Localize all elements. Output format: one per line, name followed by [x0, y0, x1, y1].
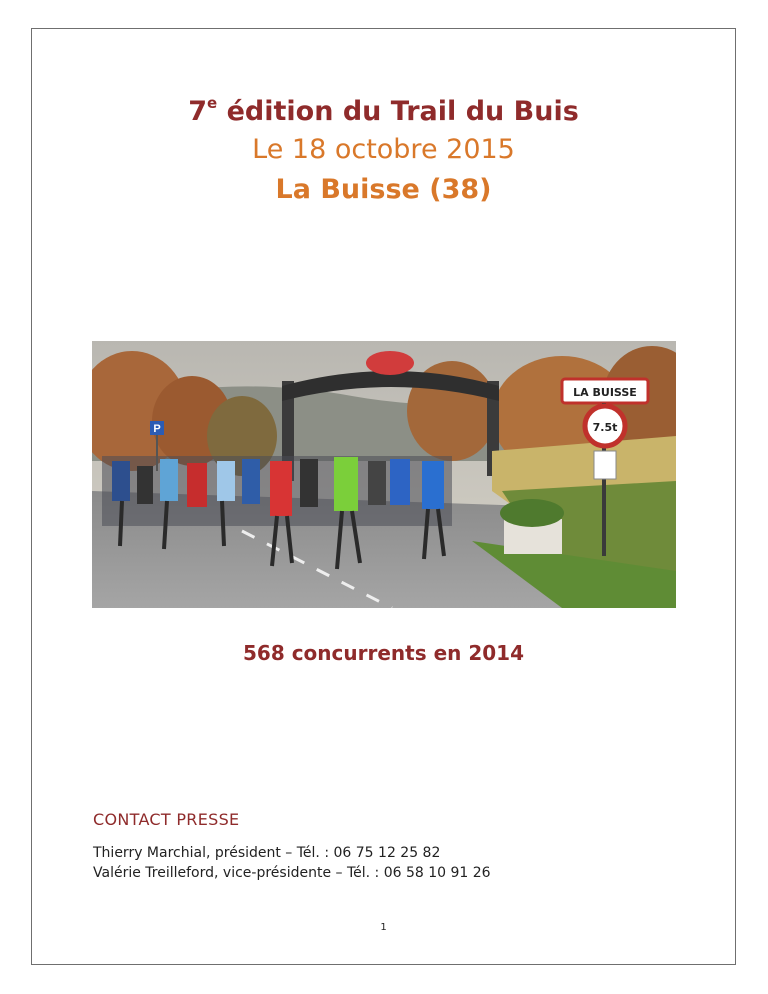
edition-suffix: e: [207, 94, 218, 112]
weight-sign-text: 7.5t: [592, 421, 618, 434]
race-photo: [92, 341, 676, 608]
contact-president: Thierry Marchial, président – Tél. : 06 75 12 25 82: [93, 845, 441, 861]
town-sign-text: LA BUISSE: [573, 386, 637, 399]
event-location: La Buisse (38): [275, 174, 492, 205]
title-block: [32, 85, 735, 210]
document-page: [31, 28, 736, 965]
event-date: Le 18 octobre 2015: [252, 134, 515, 165]
participants-count: 568 concurrents en 2014: [242, 641, 525, 665]
edition-title: [32, 85, 735, 130]
contact-heading: CONTACT PRESSE: [93, 810, 240, 829]
contact-vice-president: Valérie Treilleford, vice-présidente – Tél. : 06 58 10 91 26: [93, 865, 491, 881]
page-number: 1: [380, 922, 387, 933]
edition-number: 7: [188, 96, 208, 127]
parking-sign: P: [153, 423, 161, 435]
edition-title-text: édition du Trail du Buis: [217, 96, 579, 127]
